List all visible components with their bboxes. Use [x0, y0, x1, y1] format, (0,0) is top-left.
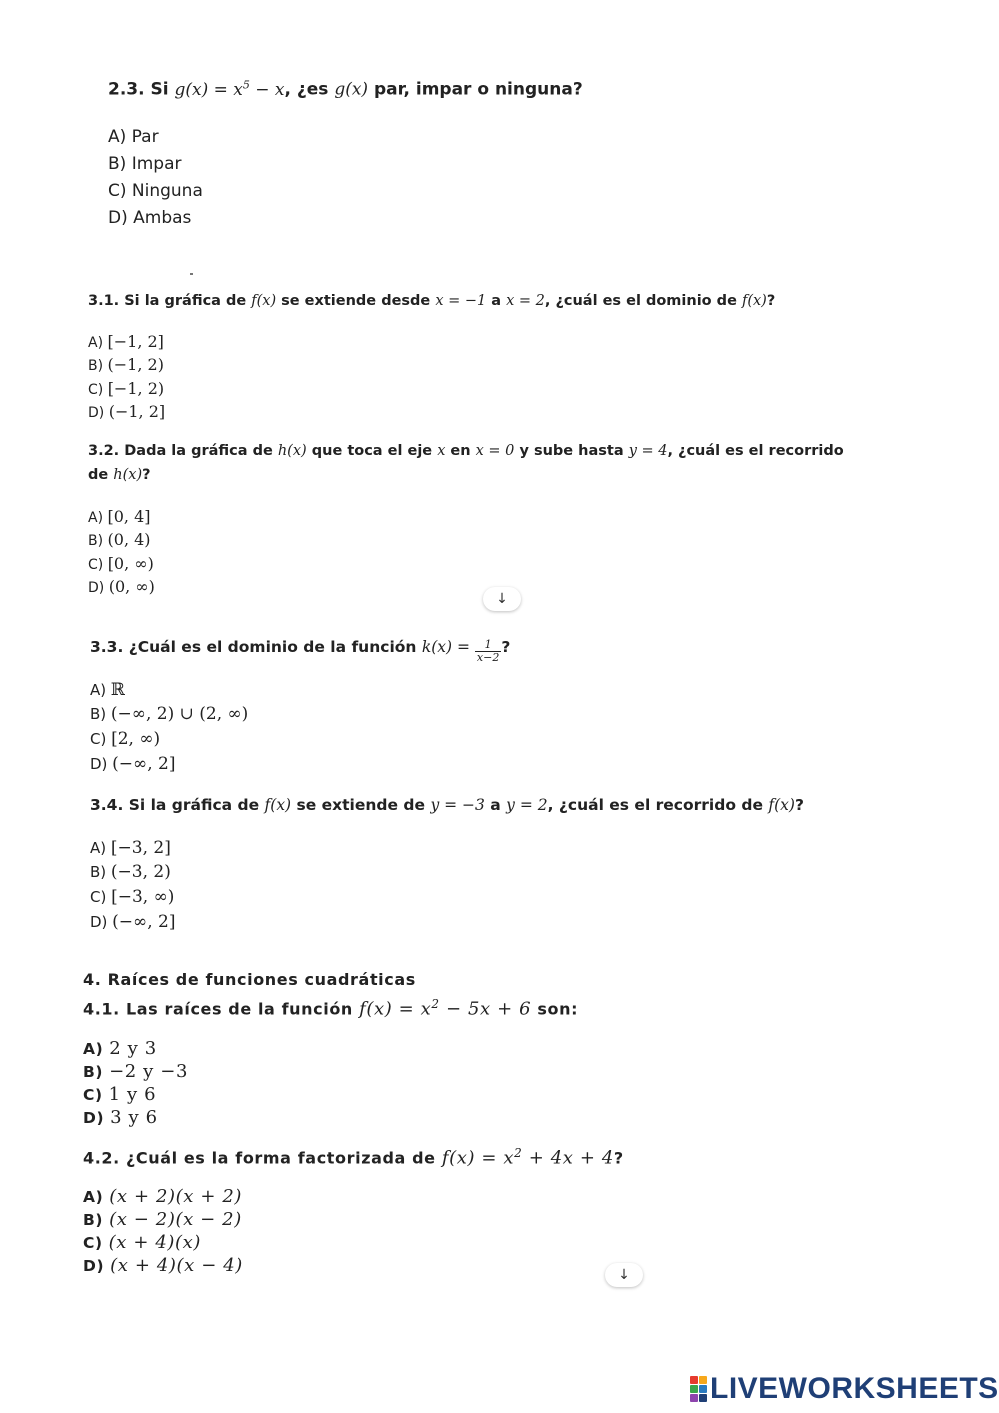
option-b: B) (−∞, 2) ∪ (2, ∞) — [90, 704, 249, 724]
fraction: $\frac{1}{x-2}$ — [476, 638, 500, 664]
option-c: C) [2, ∞) — [90, 729, 161, 749]
option-c: C) Ninguna — [108, 181, 203, 201]
option-b: B) (−3, 2) — [90, 862, 171, 882]
question-4-1: 4.1. Las raíces de la función $f(x) = x^2 - 5x + 6$ son: — [83, 997, 579, 1020]
question-3-3: 3.3. ¿Cuál es el dominio de la función k(x) = $\frac{1}{x-2}$ ? — [90, 638, 511, 664]
arrow-down-icon: ↓ — [496, 591, 508, 607]
arrow-down-icon: ↓ — [618, 1267, 630, 1283]
option-a: A) [0, 4] — [88, 507, 151, 526]
option-a: A) Par — [108, 127, 159, 147]
option-d: D) (−∞, 2] — [90, 754, 176, 774]
logo-text: LIVEWORKSHEETS — [710, 1372, 999, 1405]
option-a: A) [−1, 2] — [88, 332, 164, 351]
question-3-2-line2: de h(x)? — [88, 467, 151, 483]
question-3-2: 3.2. Dada la gráfica de h(x) que toca el eje x en x = 0 y sube hasta y = 4, ¿cuál es el recorrido — [88, 443, 844, 459]
option-b: B) −2 y −3 — [83, 1061, 188, 1082]
section-4-title: 4. Raíces de funciones cuadráticas — [83, 970, 416, 989]
option-c: C) [−3, ∞) — [90, 887, 175, 907]
option-d: D) (0, ∞) — [88, 577, 155, 596]
liveworksheets-logo — [690, 1372, 999, 1406]
option-a: A) ℝ — [90, 680, 126, 700]
option-c: C) 1 y 6 — [83, 1084, 157, 1105]
option-a: A) (x + 2)(x + 2) — [83, 1186, 243, 1207]
option-a: A) [−3, 2] — [90, 838, 171, 858]
option-d: D) 3 y 6 — [83, 1107, 158, 1128]
option-a: A) 2 y 3 — [83, 1038, 157, 1059]
question-3-4: 3.4. Si la gráfica de f(x) se extiende de y = −3 a y = 2, ¿cuál es el recorrido de f(x)? — [90, 796, 804, 814]
option-d: D) Ambas — [108, 208, 192, 228]
stray-mark — [190, 273, 193, 275]
option-c: C) (x + 4)(x) — [83, 1232, 202, 1253]
option-c: C) [−1, 2) — [88, 379, 165, 398]
question-2-3: 2.3. Si $g(x) = x^5 - x$, ¿es g(x) par, impar o ninguna? — [108, 78, 583, 100]
math-g-def: $g(x) = x^5 - x$ — [174, 78, 285, 100]
scroll-down-button[interactable] — [483, 587, 521, 611]
option-b: B) (x − 2)(x − 2) — [83, 1209, 242, 1230]
option-d: D) (−∞, 2] — [90, 912, 176, 932]
logo-grid-icon — [690, 1376, 707, 1402]
option-c: C) [0, ∞) — [88, 554, 154, 573]
option-d: D) (−1, 2] — [88, 402, 166, 421]
question-4-2: 4.2. ¿Cuál es la forma factorizada de $f(x) = x^2 + 4x + 4$? — [83, 1146, 624, 1169]
option-b: B) (0, 4) — [88, 530, 151, 549]
scroll-down-button[interactable] — [605, 1263, 643, 1287]
option-d: D) (x + 4)(x − 4) — [83, 1255, 243, 1276]
question-3-1: 3.1. Si la gráfica de f(x) se extiende desde x = −1 a x = 2, ¿cuál es el dominio de f(x)? — [88, 293, 776, 309]
option-b: B) (−1, 2) — [88, 355, 164, 374]
option-b: B) Impar — [108, 154, 182, 174]
